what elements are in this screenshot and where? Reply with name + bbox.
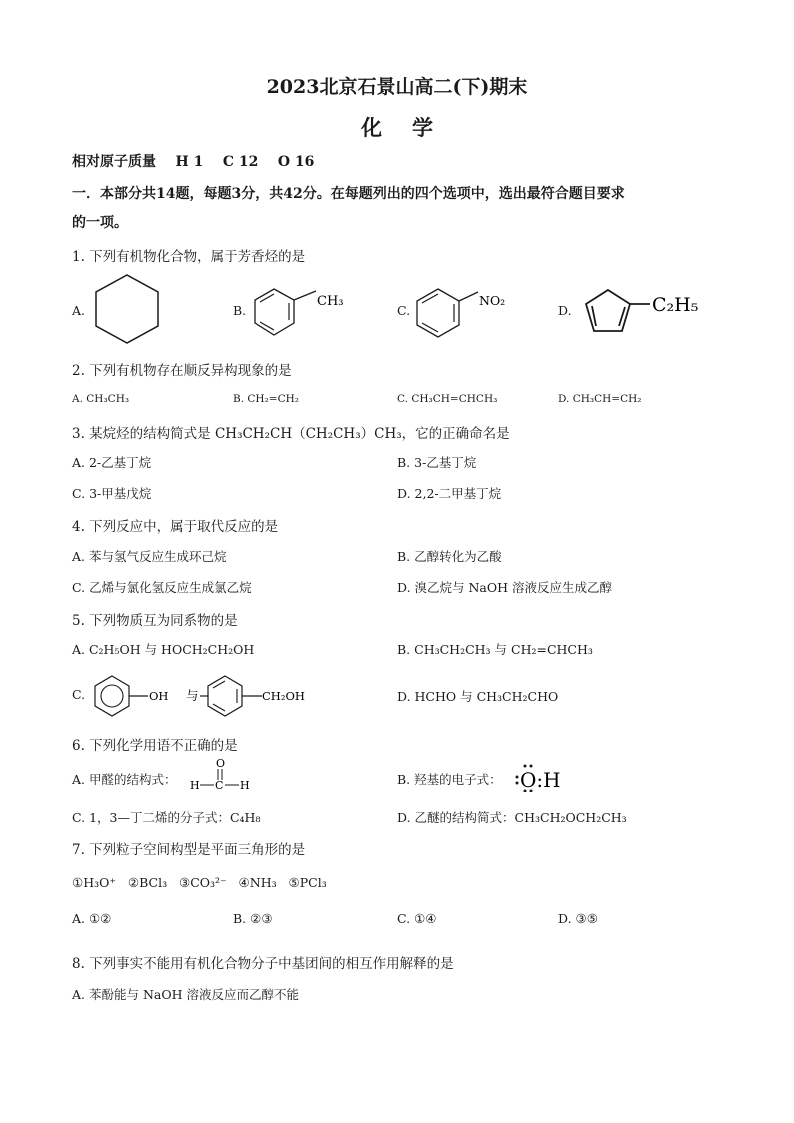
- q1-option-d-label: D.: [558, 303, 572, 318]
- hydroxyl-formula: O:H: [520, 768, 561, 792]
- formaldehyde-h-right: H: [240, 779, 250, 792]
- formaldehyde-o: O: [216, 757, 226, 770]
- q5-option-c-label: C.: [72, 687, 86, 702]
- q1-c-group: NO₂: [479, 293, 506, 308]
- q7-stem: 7. 下列粒子空间构型是平面三角形的是: [72, 842, 306, 858]
- q6-option-a-label: A. 甲醛的结构式：: [72, 772, 177, 787]
- q4-stem: 4. 下列反应中，属于取代反应的是: [72, 519, 279, 535]
- nitrobenzene-structure: [414, 285, 524, 343]
- q1-option-a-label: A.: [72, 303, 86, 318]
- q8-option-a: A. 苯酚能与 NaOH 溶液反应而乙醇不能: [72, 987, 299, 1002]
- formaldehyde-h-left: H: [190, 779, 200, 792]
- q7-option-b: B. ②③: [233, 911, 273, 926]
- q1-option-b-label: B.: [233, 303, 247, 318]
- q6-option-c: C. 1，3—丁二烯的分子式：C₄H₈: [72, 810, 261, 825]
- q7-option-a: A. ①②: [72, 911, 112, 926]
- q4-option-a: A. 苯与氢气反应生成环己烷: [72, 549, 227, 564]
- q3-option-c: C. 3-甲基戊烷: [72, 486, 152, 501]
- q6-option-b-label: B. 羟基的电子式：: [397, 772, 502, 787]
- hydroxyl-electron-formula: [512, 762, 572, 792]
- q5-c-structures: [92, 674, 322, 718]
- formaldehyde-c: C: [215, 779, 224, 792]
- q3-option-d: D. 2,2-二甲基丁烷: [397, 486, 502, 501]
- section-heading-line2: 的一项。: [72, 215, 128, 231]
- q5-option-a: A. C₂H₅OH 与 HOCH₂CH₂OH: [72, 642, 255, 657]
- q5-option-d: D. HCHO 与 CH₃CH₂CHO: [397, 689, 559, 704]
- ethylcyclopentadiene-structure: [578, 284, 708, 342]
- q3-option-a: A. 2-乙基丁烷: [72, 455, 152, 470]
- q7-option-d: D. ③⑤: [558, 911, 598, 926]
- cyclohexane-structure: [92, 272, 162, 346]
- q5-stem: 5. 下列物质互为同系物的是: [72, 613, 238, 629]
- phenol-oh: OH: [149, 689, 169, 703]
- section-heading-line1: 一．本部分共14题，每题3分，共42分。在每题列出的四个选项中，选出最符合题目要求: [72, 186, 625, 202]
- q5-option-b: B. CH₃CH₂CH₃ 与 CH₂=CHCH₃: [397, 642, 593, 657]
- q8-stem: 8. 下列事实不能用有机化合物分子中基团间的相互作用解释的是: [72, 956, 454, 972]
- q5-c-and: 与: [186, 688, 199, 703]
- q1-d-group: C₂H₅: [652, 294, 699, 316]
- q6-stem: 6. 下列化学用语不正确的是: [72, 738, 238, 754]
- formaldehyde-structure: [188, 756, 258, 796]
- page-title: 2023北京石景山高二(下)期末: [266, 76, 528, 98]
- q6-option-d: D. 乙醚的结构简式：CH₃CH₂OCH₂CH₃: [397, 810, 627, 825]
- q4-option-b: B. 乙醇转化为乙酸: [397, 549, 502, 564]
- q2-option-d: D. CH₃CH=CH₂: [558, 393, 642, 405]
- q2-option-b: B. CH₂=CH₂: [233, 393, 299, 405]
- q3-stem: 3. 某烷烃的结构简式是 CH₃CH₂CH（CH₂CH₃）CH₃，它的正确命名是: [72, 426, 510, 442]
- benzyl-ch2oh: CH₂OH: [262, 689, 305, 703]
- q7-option-c: C. ①④: [397, 911, 437, 926]
- q2-option-c: C. CH₃CH=CHCH₃: [397, 393, 498, 405]
- q7-items: ①H₃O⁺ ②BCl₃ ③CO₃²⁻ ④NH₃ ⑤PCl₃: [72, 875, 327, 890]
- q3-option-b: B. 3-乙基丁烷: [397, 455, 477, 470]
- atomic-mass-line: 相对原子质量 H 1 C 12 O 16: [72, 154, 315, 170]
- q2-stem: 2. 下列有机物存在顺反异构现象的是: [72, 363, 292, 379]
- subject-title: 化学: [361, 115, 463, 140]
- q2-option-a: A. CH₃CH₃: [72, 393, 130, 405]
- q1-option-c-label: C.: [397, 303, 411, 318]
- q1-b-group: CH₃: [317, 294, 344, 309]
- q1-stem: 1. 下列有机物化合物，属于芳香烃的是: [72, 249, 306, 265]
- toluene-structure: [252, 285, 362, 343]
- q4-option-c: C. 乙烯与氯化氢反应生成氯乙烷: [72, 580, 252, 595]
- q4-option-d: D. 溴乙烷与 NaOH 溶液反应生成乙醇: [397, 580, 613, 595]
